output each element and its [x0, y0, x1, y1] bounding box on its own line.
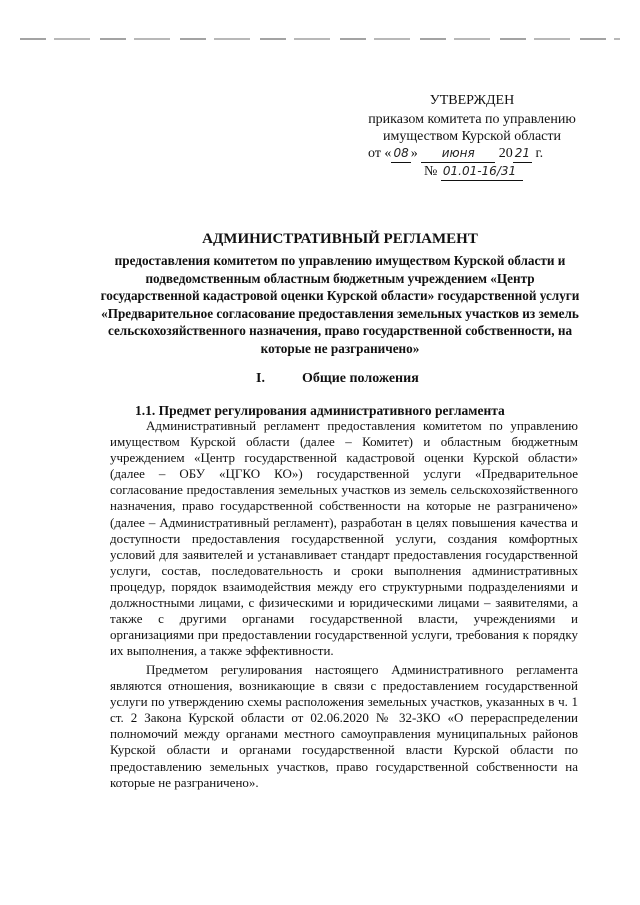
- section-number: I.: [256, 371, 265, 386]
- approval-number: [362, 163, 582, 181]
- scan-artifact-line: [20, 38, 620, 40]
- document-title: АДМИНИСТРАТИВНЫЙ РЕГЛАМЕНТ: [202, 231, 478, 247]
- date-day-handwritten: 08: [391, 145, 410, 163]
- number-prefix: №: [424, 164, 438, 179]
- approval-stamp-block: [362, 92, 582, 181]
- body-paragraph: Предметом регулирования настоящего Административного регламента являются отношения, возникающие в связи с предоставлением государственной услуги по утверждению схемы расположения земельных участков, указанных в ч. 1 ст. 2 Закона Курской области от 02.06.2020 № 32-ЗКО «О перераспределении полномочий между органами местного самоуправления муниципальных районов Курской области и органами государственной власти Курской области по предоставлению земельных участков, право государственной собственности на которые не разграничено».: [110, 662, 578, 790]
- date-year-handwritten: 21: [513, 145, 532, 163]
- document-subtitle: предоставления комитетом по управлению имуществом Курской области и подведомственным областным бюджетным учреждением «Центр государственной кадастровой оценки Курской области» государственной услуги «Предварительное согласование предоставления земельных участков из земель сельскохозяйственного назначения, право государственной собственности, на которые не разграничено»: [100, 253, 580, 356]
- section-heading: [256, 371, 419, 387]
- body-paragraph: Административный регламент предоставления комитетом по управлению имуществом Курской области (далее – Комитет) и областным бюджетным учреждением «Центр государственной кадастровой оценки Курской области» (далее – ОБУ «ЦГКО КО») государственной услуги «Предварительное согласование предоставления земельных участков из земель сельскохозяйственного назначения, право государственной собственности на которые не разграничено» (далее – Административный регламент), разработан в целях повышения качества и доступности предоставления государственной услуги, создания комфортных условий для заявителей и устанавливает стандарт предоставления государственной услуги, состав, последовательность и сроки выполнения административных процедур, порядок взаимодействия между его структурными подразделениями и должностными лицами, с физическими и юридическими лицами – заявителями, а также с другими органами государственной власти, учреждениями и организациями при предоставлении государственной услуги, требования к порядку их выполнения, а также эффективности.: [110, 418, 578, 659]
- date-month-handwritten: июня: [421, 145, 495, 163]
- subsection-heading: 1.1. Предмет регулирования административного регламента: [135, 403, 505, 418]
- approval-heading: УТВЕРЖДЕН: [429, 93, 515, 108]
- approval-line-2: имуществом Курской области: [382, 129, 561, 144]
- date-suffix: г.: [535, 146, 544, 161]
- date-mid: »: [410, 146, 418, 161]
- section-title: Общие положения: [302, 371, 419, 386]
- date-year-prefix: 20: [498, 146, 513, 161]
- number-handwritten: 01.01-16/31: [441, 163, 523, 181]
- approval-date: [362, 145, 582, 163]
- date-prefix: от «: [368, 146, 392, 161]
- approval-line-1: приказом комитета по управлению: [368, 112, 576, 127]
